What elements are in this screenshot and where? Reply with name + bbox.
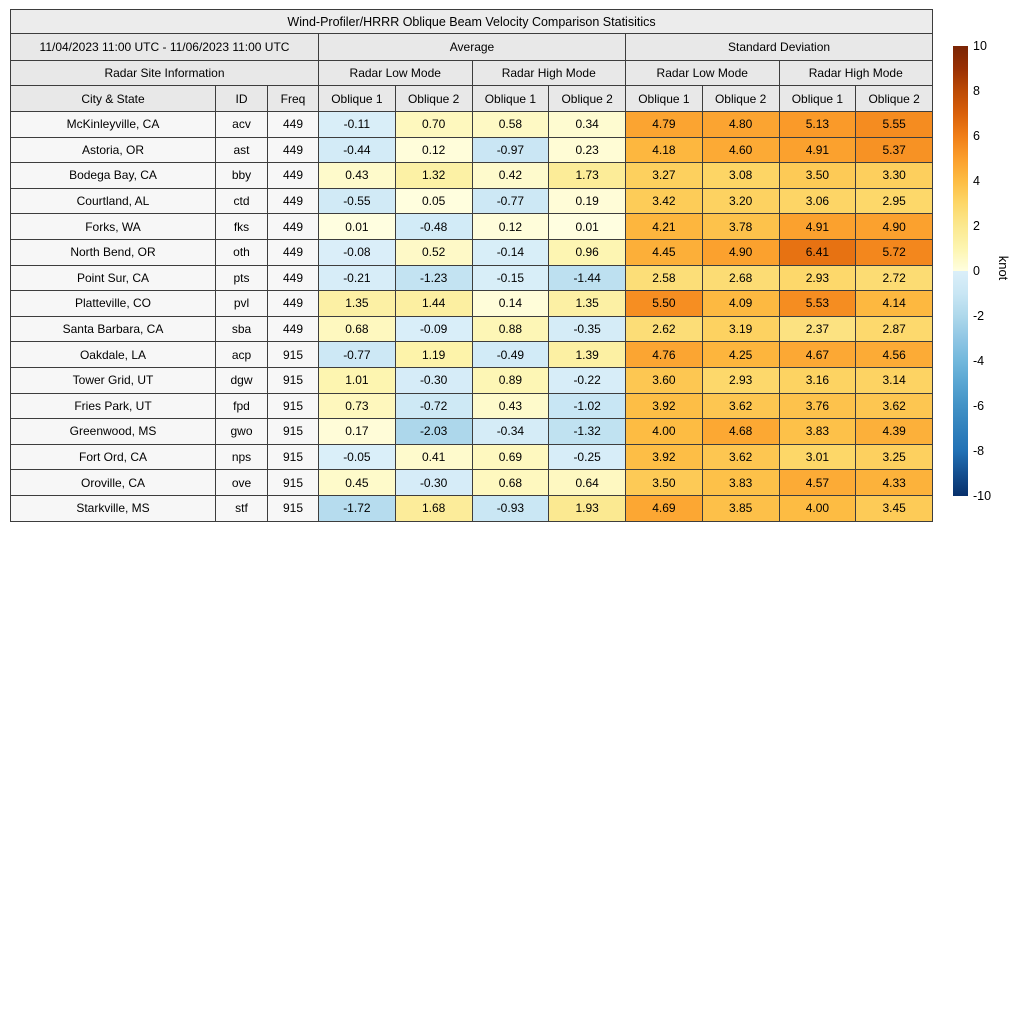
value-cell: 0.45: [319, 470, 396, 496]
stats-table: [10, 9, 933, 522]
value-cell: 0.88: [472, 316, 549, 342]
table-title: Wind-Profiler/HRRR Oblique Beam Velocity Comparison Statisitics: [11, 10, 933, 34]
value-cell: 0.01: [549, 214, 626, 240]
value-cell: -0.34: [472, 419, 549, 445]
table-row: [11, 188, 933, 214]
value-cell: -0.15: [472, 265, 549, 291]
value-cell: -0.72: [395, 393, 472, 419]
value-cell: 3.92: [626, 444, 703, 470]
value-cell: 0.64: [549, 470, 626, 496]
value-cell: 4.91: [779, 214, 856, 240]
freq-cell: 449: [268, 265, 319, 291]
value-cell: 4.90: [702, 239, 779, 265]
value-cell: 2.37: [779, 316, 856, 342]
value-cell: -0.77: [472, 188, 549, 214]
group-header-average: Average: [319, 34, 626, 61]
value-cell: 3.30: [856, 163, 933, 189]
freq-cell: 449: [268, 163, 319, 189]
value-cell: -0.35: [549, 316, 626, 342]
value-cell: 5.53: [779, 291, 856, 317]
value-cell: 3.83: [702, 470, 779, 496]
value-cell: 4.33: [856, 470, 933, 496]
id-cell: dgw: [216, 367, 268, 393]
value-cell: -0.11: [319, 112, 396, 138]
id-cell: fks: [216, 214, 268, 240]
value-cell: 0.41: [395, 444, 472, 470]
value-cell: -0.55: [319, 188, 396, 214]
id-cell: nps: [216, 444, 268, 470]
value-cell: 3.62: [702, 393, 779, 419]
value-cell: -0.25: [549, 444, 626, 470]
freq-cell: 915: [268, 444, 319, 470]
city-cell: Courtland, AL: [11, 188, 216, 214]
value-cell: 4.67: [779, 342, 856, 368]
value-cell: 1.39: [549, 342, 626, 368]
value-cell: 5.13: [779, 112, 856, 138]
colorbar-tick-label: 6: [973, 129, 980, 143]
value-cell: 1.35: [319, 291, 396, 317]
value-cell: -0.30: [395, 470, 472, 496]
value-cell: 1.01: [319, 367, 396, 393]
table-row: [11, 367, 933, 393]
value-cell: 3.50: [779, 163, 856, 189]
table-row: [11, 291, 933, 317]
city-cell: Forks, WA: [11, 214, 216, 240]
value-cell: 3.08: [702, 163, 779, 189]
value-cell: -0.08: [319, 239, 396, 265]
value-cell: 1.32: [395, 163, 472, 189]
value-cell: 0.89: [472, 367, 549, 393]
value-cell: 0.12: [472, 214, 549, 240]
value-cell: 0.52: [395, 239, 472, 265]
value-cell: -0.77: [319, 342, 396, 368]
value-cell: 0.34: [549, 112, 626, 138]
value-cell: 4.18: [626, 137, 703, 163]
value-cell: 4.69: [626, 495, 703, 521]
value-cell: 3.25: [856, 444, 933, 470]
mode-header-row: [11, 61, 933, 86]
city-cell: Platteville, CO: [11, 291, 216, 317]
value-cell: 4.60: [702, 137, 779, 163]
col-header-oblique1: Oblique 1: [779, 86, 856, 112]
city-cell: Astoria, OR: [11, 137, 216, 163]
mode-header-avg-high: Radar High Mode: [472, 61, 626, 86]
value-cell: 1.93: [549, 495, 626, 521]
id-cell: gwo: [216, 419, 268, 445]
colorbar-tick-label: 2: [973, 219, 980, 233]
id-cell: sba: [216, 316, 268, 342]
freq-cell: 449: [268, 291, 319, 317]
col-header-oblique2: Oblique 2: [856, 86, 933, 112]
col-header-city: City & State: [11, 86, 216, 112]
id-cell: pvl: [216, 291, 268, 317]
table-row: [11, 393, 933, 419]
colorbar-tick-label: -2: [973, 309, 985, 323]
id-cell: ove: [216, 470, 268, 496]
value-cell: -0.22: [549, 367, 626, 393]
value-cell: 4.21: [626, 214, 703, 240]
value-cell: 0.43: [472, 393, 549, 419]
value-cell: 0.43: [319, 163, 396, 189]
mode-header-avg-low: Radar Low Mode: [319, 61, 473, 86]
value-cell: 4.80: [702, 112, 779, 138]
value-cell: 3.16: [779, 367, 856, 393]
value-cell: 3.85: [702, 495, 779, 521]
table-row: [11, 265, 933, 291]
colorbar: [953, 46, 968, 496]
value-cell: 4.56: [856, 342, 933, 368]
colorbar-tick-label: -10: [973, 489, 992, 503]
value-cell: -0.44: [319, 137, 396, 163]
value-cell: -1.32: [549, 419, 626, 445]
colorbar-tick-label: 10: [973, 39, 987, 53]
value-cell: 3.19: [702, 316, 779, 342]
value-cell: 0.42: [472, 163, 549, 189]
value-cell: 3.01: [779, 444, 856, 470]
city-cell: Starkville, MS: [11, 495, 216, 521]
col-header-id: ID: [216, 86, 268, 112]
value-cell: -0.93: [472, 495, 549, 521]
value-cell: 3.20: [702, 188, 779, 214]
table-row: [11, 495, 933, 521]
value-cell: 2.72: [856, 265, 933, 291]
colorbar-unit-label: knot: [996, 255, 1011, 281]
colorbar-tick-label: 8: [973, 84, 980, 98]
freq-cell: 915: [268, 342, 319, 368]
value-cell: 2.87: [856, 316, 933, 342]
city-cell: Oakdale, LA: [11, 342, 216, 368]
colorbar-tick-label: -4: [973, 354, 985, 368]
value-cell: 0.70: [395, 112, 472, 138]
value-cell: 0.69: [472, 444, 549, 470]
value-cell: -1.23: [395, 265, 472, 291]
freq-cell: 915: [268, 470, 319, 496]
value-cell: -0.48: [395, 214, 472, 240]
freq-cell: 449: [268, 239, 319, 265]
mode-header-std-high: Radar High Mode: [779, 61, 933, 86]
value-cell: -0.97: [472, 137, 549, 163]
value-cell: -0.49: [472, 342, 549, 368]
value-cell: 4.45: [626, 239, 703, 265]
mode-header-std-low: Radar Low Mode: [626, 61, 780, 86]
value-cell: -0.21: [319, 265, 396, 291]
value-cell: -0.30: [395, 367, 472, 393]
id-cell: fpd: [216, 393, 268, 419]
value-cell: 1.19: [395, 342, 472, 368]
title-row: [11, 10, 933, 34]
col-header-freq: Freq: [268, 86, 319, 112]
value-cell: 0.96: [549, 239, 626, 265]
value-cell: -2.03: [395, 419, 472, 445]
col-header-oblique2: Oblique 2: [702, 86, 779, 112]
value-cell: 1.44: [395, 291, 472, 317]
value-cell: 0.73: [319, 393, 396, 419]
value-cell: 0.58: [472, 112, 549, 138]
id-cell: oth: [216, 239, 268, 265]
table-row: [11, 419, 933, 445]
value-cell: -0.05: [319, 444, 396, 470]
value-cell: 4.68: [702, 419, 779, 445]
column-header-row: [11, 86, 933, 112]
value-cell: 1.35: [549, 291, 626, 317]
value-cell: 4.39: [856, 419, 933, 445]
value-cell: 4.00: [779, 495, 856, 521]
table-row: [11, 163, 933, 189]
freq-cell: 915: [268, 367, 319, 393]
value-cell: 4.91: [779, 137, 856, 163]
value-cell: 4.90: [856, 214, 933, 240]
value-cell: 4.00: [626, 419, 703, 445]
freq-cell: 449: [268, 112, 319, 138]
city-cell: Oroville, CA: [11, 470, 216, 496]
col-header-oblique1: Oblique 1: [472, 86, 549, 112]
colorbar-tick-label: -6: [973, 399, 985, 413]
city-cell: Tower Grid, UT: [11, 367, 216, 393]
value-cell: -0.14: [472, 239, 549, 265]
table-row: [11, 112, 933, 138]
value-cell: 0.14: [472, 291, 549, 317]
freq-cell: 915: [268, 419, 319, 445]
value-cell: 3.92: [626, 393, 703, 419]
id-cell: pts: [216, 265, 268, 291]
value-cell: 0.23: [549, 137, 626, 163]
value-cell: 2.93: [702, 367, 779, 393]
value-cell: 0.01: [319, 214, 396, 240]
value-cell: 3.45: [856, 495, 933, 521]
id-cell: ast: [216, 137, 268, 163]
value-cell: 2.62: [626, 316, 703, 342]
table-row: [11, 444, 933, 470]
value-cell: 3.76: [779, 393, 856, 419]
value-cell: 5.72: [856, 239, 933, 265]
col-header-oblique1: Oblique 1: [319, 86, 396, 112]
freq-cell: 449: [268, 137, 319, 163]
value-cell: -1.02: [549, 393, 626, 419]
id-cell: ctd: [216, 188, 268, 214]
value-cell: 0.68: [319, 316, 396, 342]
value-cell: 0.19: [549, 188, 626, 214]
freq-cell: 449: [268, 214, 319, 240]
col-header-oblique2: Oblique 2: [549, 86, 626, 112]
id-cell: acp: [216, 342, 268, 368]
table-row: [11, 316, 933, 342]
value-cell: 0.17: [319, 419, 396, 445]
value-cell: 3.27: [626, 163, 703, 189]
value-cell: 3.78: [702, 214, 779, 240]
value-cell: 5.37: [856, 137, 933, 163]
city-cell: Santa Barbara, CA: [11, 316, 216, 342]
stats-table-figure: [10, 9, 933, 522]
value-cell: 5.55: [856, 112, 933, 138]
value-cell: 4.76: [626, 342, 703, 368]
value-cell: 3.62: [702, 444, 779, 470]
value-cell: 3.06: [779, 188, 856, 214]
period-cell: 11/04/2023 11:00 UTC - 11/06/2023 11:00 UTC: [11, 34, 319, 61]
value-cell: 0.12: [395, 137, 472, 163]
freq-cell: 915: [268, 495, 319, 521]
value-cell: 4.57: [779, 470, 856, 496]
colorbar-tick-label: 4: [973, 174, 980, 188]
id-cell: acv: [216, 112, 268, 138]
value-cell: -0.09: [395, 316, 472, 342]
value-cell: -1.72: [319, 495, 396, 521]
table-row: [11, 342, 933, 368]
value-cell: 1.73: [549, 163, 626, 189]
table-row: [11, 214, 933, 240]
value-cell: 3.83: [779, 419, 856, 445]
value-cell: 2.95: [856, 188, 933, 214]
freq-cell: 449: [268, 316, 319, 342]
city-cell: Fries Park, UT: [11, 393, 216, 419]
freq-cell: 449: [268, 188, 319, 214]
value-cell: 4.14: [856, 291, 933, 317]
site-info-header: Radar Site Information: [11, 61, 319, 86]
value-cell: 0.68: [472, 470, 549, 496]
col-header-oblique2: Oblique 2: [395, 86, 472, 112]
value-cell: 2.68: [702, 265, 779, 291]
table-row: [11, 470, 933, 496]
value-cell: 3.42: [626, 188, 703, 214]
value-cell: 4.79: [626, 112, 703, 138]
value-cell: 2.93: [779, 265, 856, 291]
group-header-stddev: Standard Deviation: [626, 34, 933, 61]
table-row: [11, 239, 933, 265]
city-cell: Point Sur, CA: [11, 265, 216, 291]
value-cell: 4.25: [702, 342, 779, 368]
value-cell: 6.41: [779, 239, 856, 265]
city-cell: McKinleyville, CA: [11, 112, 216, 138]
value-cell: -1.44: [549, 265, 626, 291]
value-cell: 3.50: [626, 470, 703, 496]
city-cell: Bodega Bay, CA: [11, 163, 216, 189]
id-cell: stf: [216, 495, 268, 521]
value-cell: 1.68: [395, 495, 472, 521]
id-cell: bby: [216, 163, 268, 189]
value-cell: 3.62: [856, 393, 933, 419]
colorbar-tick-label: -8: [973, 444, 985, 458]
city-cell: Greenwood, MS: [11, 419, 216, 445]
table-row: [11, 137, 933, 163]
value-cell: 0.05: [395, 188, 472, 214]
freq-cell: 915: [268, 393, 319, 419]
value-cell: 2.58: [626, 265, 703, 291]
value-cell: 4.09: [702, 291, 779, 317]
value-cell: 5.50: [626, 291, 703, 317]
city-cell: North Bend, OR: [11, 239, 216, 265]
city-cell: Fort Ord, CA: [11, 444, 216, 470]
colorbar-tick-label: 0: [973, 264, 980, 278]
group-header-row: [11, 34, 933, 61]
col-header-oblique1: Oblique 1: [626, 86, 703, 112]
value-cell: 3.60: [626, 367, 703, 393]
value-cell: 3.14: [856, 367, 933, 393]
